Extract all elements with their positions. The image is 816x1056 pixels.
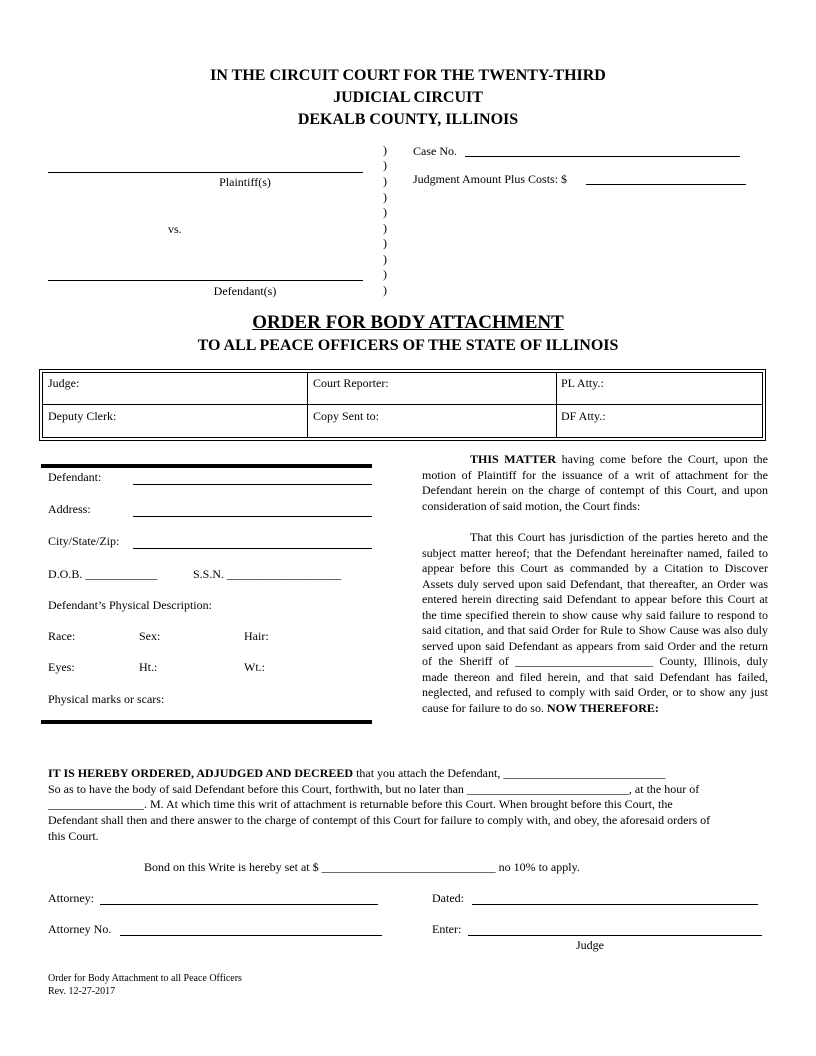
plaintiff-line[interactable]	[48, 172, 363, 173]
judgment-label: Judgment Amount Plus Costs: $	[413, 172, 568, 186]
defendant-box-bottom-rule	[41, 720, 372, 724]
caption-paren: )	[383, 221, 387, 235]
weight-label: Wt.:	[244, 660, 265, 674]
defendant-box-top-rule	[41, 464, 372, 468]
caption-paren: )	[383, 236, 387, 250]
address-field[interactable]	[133, 516, 372, 517]
court-name-line1: IN THE CIRCUIT COURT FOR THE TWENTY-THIRD	[210, 67, 606, 84]
case-no-label: Case No.	[413, 144, 457, 158]
case-no-field[interactable]	[465, 156, 740, 157]
race-label: Race:	[48, 629, 76, 643]
eyes-label: Eyes:	[48, 660, 75, 674]
court-name-line2: JUDICIAL CIRCUIT	[333, 89, 483, 106]
attorney-label: Attorney:	[48, 891, 94, 905]
matter-text: having come before the Court, upon the motion of Plaintiff for the issuance of a writ of attachment for the Defendant herein on the charge of contempt of this Court, and upon consideration of said motion, the Court finds:	[422, 452, 768, 513]
caption-paren: )	[383, 174, 387, 188]
attorney-no-field[interactable]	[120, 935, 382, 936]
order-title: ORDER FOR BODY ATTACHMENT	[252, 312, 564, 333]
defendant-field-label: Defendant:	[48, 470, 102, 484]
caption-paren: )	[383, 252, 387, 266]
df-atty-cell[interactable]: DF Atty.:	[561, 409, 606, 423]
matter-lead: THIS MATTER	[470, 452, 557, 466]
city-state-zip-label: City/State/Zip:	[48, 534, 120, 548]
order-line1-text: that you attach the Defendant, ___________________________	[353, 766, 666, 780]
now-therefore: NOW THEREFORE:	[543, 700, 659, 715]
order-subtitle: TO ALL PEACE OFFICERS OF THE STATE OF ILLINOIS	[197, 337, 619, 354]
info-table	[39, 369, 766, 441]
bond-line: Bond on this Write is hereby set at $ _____________________________ no 10% to apply.	[144, 860, 580, 874]
hair-label: Hair:	[244, 629, 269, 643]
order-line4: Defendant shall then and there answer to the charge of contempt of this Court for failure to comply with, and obey, the aforesaid orders of	[48, 813, 711, 827]
judge-label: Judge	[576, 938, 604, 952]
address-label: Address:	[48, 502, 91, 516]
order-line5: this Court.	[48, 829, 99, 843]
copy-sent-cell[interactable]: Copy Sent to:	[313, 409, 380, 423]
order-line3: ________________. M. At which time this writ of attachment is returnable before this Court. When brought before this Court, the	[48, 797, 673, 811]
physical-description-label: Defendant’s Physical Description:	[48, 598, 212, 612]
dated-label: Dated:	[432, 891, 464, 905]
judgment-amount-field[interactable]	[586, 184, 746, 185]
caption-paren: )	[383, 267, 387, 281]
caption-paren: )	[383, 205, 387, 219]
dated-field[interactable]	[472, 904, 758, 905]
defendant-label: Defendant(s)	[213, 284, 277, 298]
attorney-field[interactable]	[100, 904, 378, 905]
matter-paragraph	[422, 452, 768, 514]
caption-paren: )	[383, 143, 387, 157]
sex-label: Sex:	[139, 629, 161, 643]
order-line2: So as to have the body of said Defendant before this Court, forthwith, but no later than ___________________________, at the hour of	[48, 782, 700, 796]
defendant-line[interactable]	[48, 280, 363, 281]
footer-revision: Rev. 12-27-2017	[48, 986, 116, 997]
findings-paragraph	[422, 530, 768, 716]
defendant-name-field[interactable]	[133, 484, 372, 485]
findings-text: That this Court has jurisdiction of the parties hereto and the subject matter hereof; that the Defendant hereinafter named, failed to appear before this Court as commanded by a Citation to Discover Assets duly served upon said Defendant, that thereafter, an Order was entered herein directing said Defendant to appear before this Court at the time specified therein to show cause why said failure to respond to said citation, and that said Order for Rule to Show Cause was also duly served upon said Defendant as appears from said Order and the return of the Sheriff of _______________________ County, Illinois, duly made thereon and filed herein, and that said Defendant has failed, neglected, and refused to comply with said Order, or to show any just cause for failure to do so.	[422, 530, 768, 715]
dob-field[interactable]: D.O.B. ____________	[48, 567, 158, 581]
caption-paren: )	[383, 158, 387, 172]
order-line1	[48, 766, 665, 781]
court-county: DEKALB COUNTY, ILLINOIS	[297, 111, 519, 128]
caption-paren: )	[383, 190, 387, 204]
judge-cell[interactable]: Judge:	[48, 376, 80, 390]
enter-label: Enter:	[432, 922, 462, 936]
footer-form-title: Order for Body Attachment to all Peace Officers	[48, 973, 242, 984]
city-state-zip-field[interactable]	[133, 548, 372, 549]
judge-signature-field[interactable]	[468, 935, 762, 936]
height-label: Ht.:	[139, 660, 158, 674]
order-lead: IT IS HEREBY ORDERED, ADJUDGED AND DECREED	[48, 766, 354, 780]
caption-paren: )	[383, 283, 387, 297]
ssn-field[interactable]: S.S.N. ___________________	[193, 567, 342, 581]
vs-label: vs.	[168, 222, 182, 236]
marks-scars-label: Physical marks or scars:	[48, 692, 165, 706]
attorney-no-label: Attorney No.	[48, 922, 112, 936]
deputy-clerk-cell[interactable]: Deputy Clerk:	[48, 409, 117, 423]
court-reporter-cell[interactable]: Court Reporter:	[313, 376, 389, 390]
plaintiff-label: Plaintiff(s)	[219, 175, 271, 189]
pl-atty-cell[interactable]: PL Atty.:	[561, 376, 604, 390]
